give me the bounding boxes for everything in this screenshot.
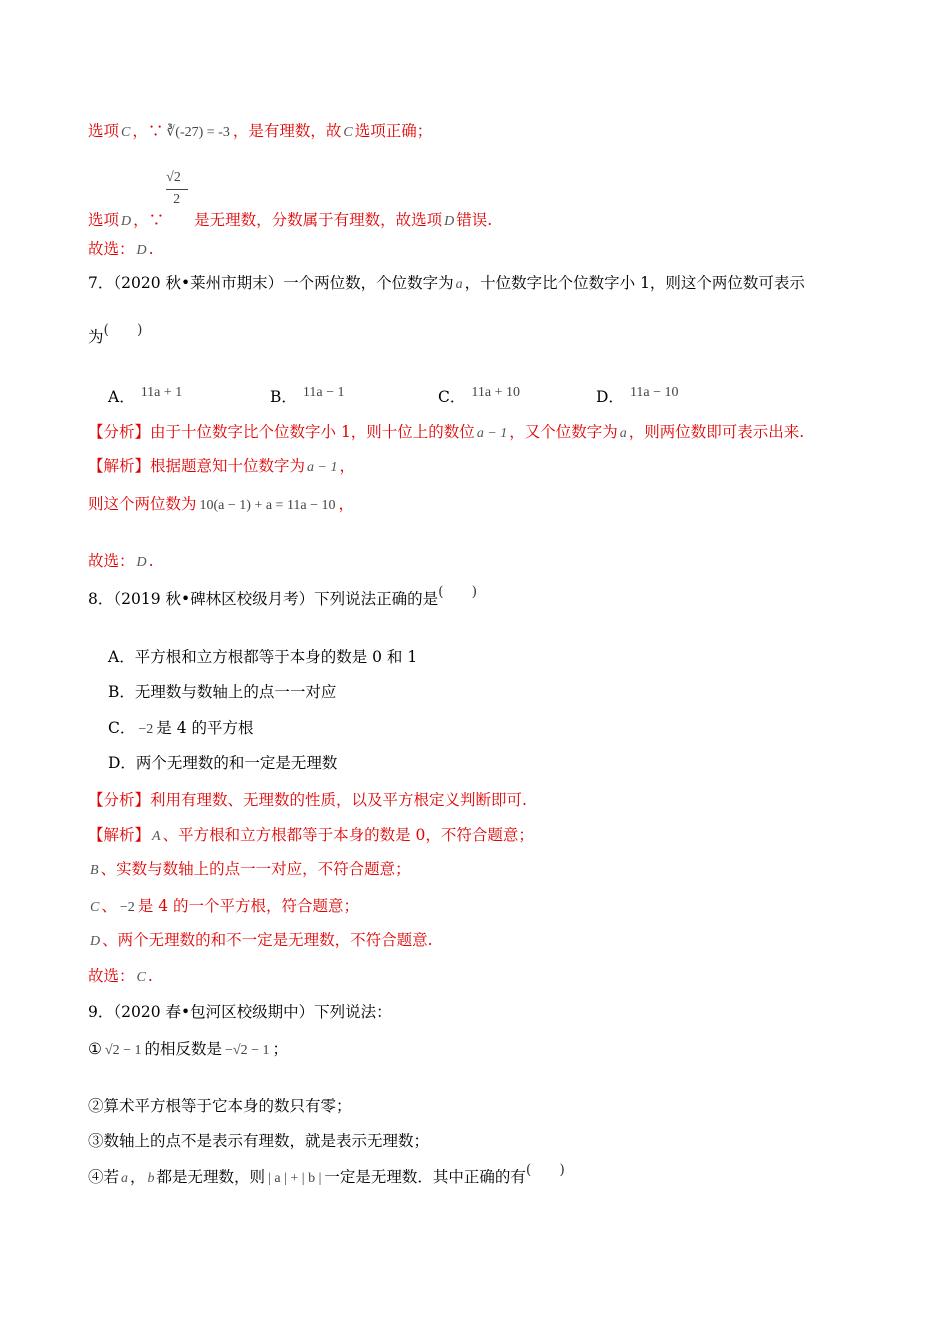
answer-blank: ( ) [525, 1162, 565, 1178]
q7-stem-cont: 为( ) [88, 322, 143, 346]
q7-option-d: D． 11a − 10 [596, 385, 679, 406]
q7-option-a: A． 11a + 1 [108, 385, 183, 406]
option-c-explanation: 选项 C ，∵ ∛(-27) = -3 ，是有理数，故 C 选项正确； [88, 122, 433, 140]
q8-option-c: C． −2 是 4 的平方根 [108, 719, 254, 737]
cube-root-expression: ∛(-27) = -3 [166, 125, 230, 140]
q8-solution-c: C 、 −2 是 4 的一个平方根，符合题意； [90, 897, 359, 915]
q8-option-a: A．平方根和立方根都等于本身的数是 0 和 1 [108, 648, 418, 666]
q8-solution-d: D 、两个无理数的和不一定是无理数，不符合题意. [90, 931, 433, 949]
q8-answer: 故选： C . [88, 967, 153, 985]
answer-blank: ( ) [103, 322, 143, 338]
q7-solution-2: 则这个两位数为 10(a − 1) + a = 11a − 10 ， [88, 495, 355, 513]
q9-stem: 9．（2020 春•包河区校级期中）下列说法： [88, 1003, 392, 1021]
var-c: C [121, 125, 131, 140]
q7-option-c: C． 11a + 10 [438, 385, 520, 406]
q8-solution-a: 【解析】 A 、平方根和立方根都等于本身的数是 0，不符合题意； [88, 826, 534, 844]
fraction-sqrt2-over-2: $\frac{√2}{2}$ [164, 205, 194, 225]
q7-stem: 7．（2020 秋•莱州市期末）一个两位数，个位数字为 a ，十位数字比个位数字小 1，则这个两位数可表示 [88, 274, 805, 292]
q7-solution: 【解析】根据题意知十位数字为 a − 1 ， [88, 457, 355, 475]
q8-analysis: 【分析】利用有理数、无理数的性质，以及平方根定义判断即可. [88, 791, 527, 809]
prev-answer: 故选： D . [88, 240, 154, 258]
q8-solution-b: B 、实数与数轴上的点一一对应，不符合题意； [90, 860, 411, 878]
q9-statement-2: ②算术平方根等于它本身的数只有零； [88, 1097, 352, 1115]
q8-option-d: D．两个无理数的和一定是无理数 [108, 754, 338, 772]
q8-option-b: B．无理数与数轴上的点一一对应 [108, 683, 337, 701]
q7-answer: 故选： D . [88, 552, 154, 570]
q9-statement-1: ① √2 − 1 的相反数是 −√2 − 1 ； [88, 1040, 289, 1058]
answer-blank: ( ) [438, 584, 478, 600]
q9-statement-3: ③数轴上的点不是表示有理数，就是表示无理数； [88, 1132, 430, 1150]
q7-option-b: B． 11a − 1 [270, 385, 345, 406]
q9-statement-4: ④若 a ， b 都是无理数，则 | a | + | b | 一定是无理数．其中正确的有( ) [88, 1162, 565, 1186]
q8-stem: 8．（2019 秋•碑林区校级月考）下列说法正确的是( ) [88, 584, 478, 608]
q7-analysis: 【分析】由于十位数字比个位数字小 1，则十位上的数位 a − 1 ，又个位数字为 a ，则两位数即可表示出来. [88, 423, 805, 441]
option-d-explanation: 选项 D ，∵ $\frac{√2}{2}$ 是无理数，分数属于有理数，故选项 D 错误. [88, 170, 493, 229]
